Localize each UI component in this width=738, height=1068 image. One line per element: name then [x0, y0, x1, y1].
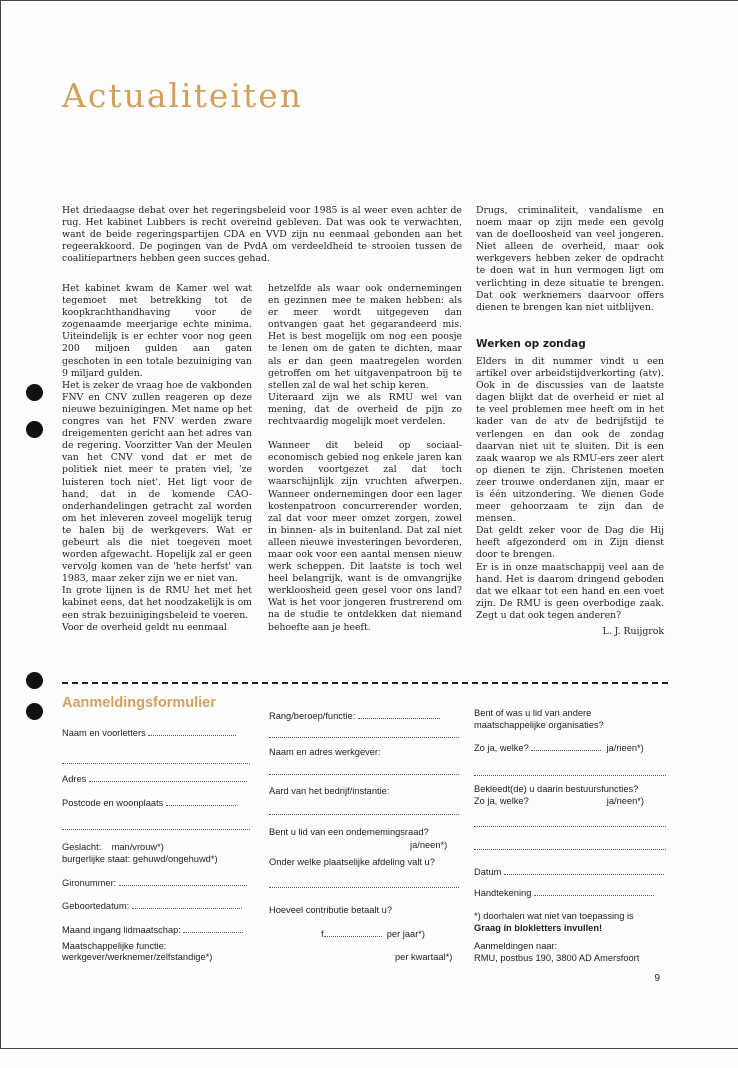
field-label: Geboortedatum:: [62, 901, 130, 911]
punch-hole: [26, 672, 43, 689]
field-options: per jaar*): [386, 929, 426, 939]
field-other-orgs-label: Bent of was u lid van andere: [474, 708, 592, 718]
field-label: Handtekening: [474, 888, 532, 898]
field-postcode[interactable]: [62, 797, 236, 808]
paragraph: Het kabinet kwam de Kamer wel wat tegemoet met betrekking tot de koopkrachthandhaving voor de zogenaamde meerjarige echte minima. Uiteindelijk is er echter voor nog geen 200 miljoen gulden aan gaten geschoten in een totale bezuiniging van 9 miljard gulden.: [62, 283, 252, 379]
paragraph: Wanneer dit beleid op sociaal-economisch gebied nog enkele jaren kan worden voortgezet zal dat toch waarschijnlijk zijn vruchten afwerpen. Wanneer ondernemingen door een lager kostenpatroon concurrerender worden, zal dat voor meer omzet zorgen, zowel in binnen- als in buitenland. Dat zal niet alleen nieuwe investeringen bevorderen, maar ook voor een aantal mensen nieuw werk scheppen. Dit laatste is toch wel heel belangrijk, want is de omvangrijke werkloosheid geen gesel voor ons land? Wat is het voor jongeren frustrerend om na de studie te ontdekken dat niemand behoefte aan je heeft.: [268, 440, 462, 633]
fill-line[interactable]: [474, 826, 666, 827]
field-company-type[interactable]: Aard van het bedrijf/instantie:: [269, 786, 390, 796]
field-label: Gironummer:: [62, 878, 117, 888]
paragraph: Elders in dit nummer vindt u een artikel over arbeidstijdverkorting (atv). Ook in de discussies van de laatste dagen blijkt dat de overheid er niet al te veel problemen mee heeft om in het kader van de atv de bedrijfstijd te verlengen en dan ook de zondag daarvan niet uit te sluiten. Dit is een zaak waarop we als RMU-ers zeer alert op dienen te zijn. Christenen moeten zeer trouwe onderdanen zijn, maar er is één uitzondering. We dienen Gode meer gehoorzaam te zijn dan de mensen.: [476, 355, 664, 525]
field-label: Maand ingang lidmaatschap:: [62, 925, 181, 935]
fill-line: [183, 924, 243, 933]
field-function-label: Maatschappelijke functie:: [62, 941, 167, 951]
field-contribution-year[interactable]: [321, 928, 425, 939]
field-giro[interactable]: [62, 877, 247, 888]
field-other-orgs-label-2: maatschappelijke organisaties?: [474, 720, 604, 730]
article-column-1: [62, 283, 252, 634]
field-label: Datum: [474, 867, 502, 877]
article-column-2: [268, 283, 462, 634]
paragraph: Voor de overheid geldt nu eenmaal: [62, 621, 227, 633]
paragraph: Drugs, criminaliteit, vandalisme en noem maar op zijn mede een gevolg van de doelloosheid van veel jongeren. Niet alleen de overheid, maar ook werkgevers hebben zeker de opdracht te doen wat in hun vermogen ligt om verlichting in deze situatie te brengen. Dat ook werknemers daarvoor offers dienen te brengen kan niet uitblijven.: [476, 205, 664, 313]
field-employer[interactable]: Naam en adres werkgever:: [269, 747, 381, 757]
field-name[interactable]: [62, 727, 236, 738]
fill-line: [534, 887, 654, 896]
field-department[interactable]: Onder welke plaatselijke afdeling valt u?: [269, 857, 435, 867]
field-works-council[interactable]: Bent u lid van een ondernemingsraad?: [269, 827, 429, 837]
intro-paragraph: Het driedaagse debat over het regeringsbeleid voor 1985 is al weer even achter de rug. Het kabinet Lubbers is recht overeind gebleven. Dat was ook te verwachten, want de beide regeringspartijen CDA en VVD zijn nu eenmaal gebonden aan het regeerakkoord. De pogingen van de PvdA om verdeeldheid te strooien tussen de coalitiepartners hebben geen succes gehad.: [62, 205, 462, 265]
block-letters-notice: Graag in blokletters invullen!: [474, 923, 603, 933]
paragraph: In grote lijnen is de RMU het met het kabinet eens, dat het noodzakelijk is om een strak bezuinigingsbeleid te voeren.: [62, 585, 252, 621]
field-label: Zo ja, welke?: [474, 796, 529, 806]
field-board[interactable]: [474, 796, 644, 806]
field-other-orgs[interactable]: [474, 742, 644, 753]
field-label: Adres: [62, 774, 87, 784]
fill-line[interactable]: [474, 849, 666, 850]
fill-line[interactable]: [474, 775, 666, 776]
field-works-council-options[interactable]: ja/neen*): [410, 840, 448, 850]
fill-line[interactable]: [269, 774, 459, 775]
page-title: Actualiteiten: [62, 76, 303, 115]
form-title: Aanmeldingsformulier: [62, 695, 216, 711]
paragraph: Het is zeker de vraag hoe de vakbonden FNV en CNV zullen reageren op deze nieuwe bezuinigingen. Met name op het congres van het FNV werden zware dreigementen gericht aan het adres van de regering. Voorzitter Van der Meulen van het CNV vond dat er met de politiek niet meer te praten viel, 'ze luisteren toch niet'. Het ligt voor de hand, dat in de komende CAO-onderhandelingen getracht zal worden om het inleveren zoveel mogelijk terug te halen bij de werkgevers. Wat er gebeurt als die niet toegeven moet worden afgewacht. Hopelijk zal er geen vervolg komen van de 'hete herfst' van 1983, maar zeker zijn we er niet van.: [62, 379, 252, 585]
field-marital-status[interactable]: burgerlijke staat: gehuwd/ongehuwd*): [62, 854, 218, 864]
fill-line: [324, 928, 382, 937]
field-function-options[interactable]: werkgever/werknemer/zelfstandige*): [62, 952, 213, 962]
paragraph: hetzelfde als waar ook ondernemingen en gezinnen mee te maken hebben: als er meer wordt uitgegeven dan ontvangen gaat het gegarandeerd mis. Het is best mogelijk om nog een poosje te lenen om de gaten te dichten, maar als er dan geen maatregelen worden getroffen om het uitgavenpatroon bij te stellen zal de wal het schip keren.: [268, 283, 462, 391]
field-label: Naam en voorletters: [62, 728, 146, 738]
paragraph: Uiteraard zijn we als RMU wel van mening, dat de overheid de pijn zo rechtvaardig mogelijk moet verdelen.: [268, 391, 462, 428]
fill-line: [504, 866, 664, 875]
field-board-label: Bekleedt(de) u daarin bestuursfuncties?: [474, 784, 639, 794]
fill-line: [531, 742, 601, 751]
section-heading: Werken op zondag: [476, 337, 586, 350]
field-options: ja/neen*): [606, 796, 644, 806]
fill-line[interactable]: [269, 887, 459, 888]
field-rank[interactable]: [269, 710, 440, 721]
fill-line: [166, 797, 236, 806]
fill-line: [358, 710, 440, 719]
send-to-label: Aanmeldingen naar:: [474, 941, 558, 951]
page-border-bottom: [0, 1048, 738, 1049]
paragraph: Er is in onze maatschappij veel aan de hand. Het is daarom dringend geboden dat we elkaar tot een hand en een voet zijn. De RMU is geen overbodige zaak. Zegt u dat ook tegen anderen?: [476, 561, 664, 621]
field-membership-start[interactable]: [62, 924, 243, 935]
field-contribution: Hoeveel contributie betaalt u?: [269, 905, 393, 915]
field-options: ja/neen*): [606, 743, 644, 753]
field-label: Zo ja, welke?: [474, 743, 529, 753]
field-date[interactable]: [474, 866, 664, 877]
article-column-3: [476, 205, 664, 638]
field-label: Rang/beroep/functie:: [269, 711, 356, 721]
fill-line: [89, 773, 247, 782]
field-address[interactable]: [62, 773, 247, 784]
fill-line: [132, 900, 242, 909]
paragraph: Dat geldt zeker voor de Dag die Hij heeft afgezonderd om in Zijn dienst door te brengen.: [476, 525, 664, 561]
fill-line[interactable]: [269, 814, 459, 815]
fill-line[interactable]: [269, 737, 459, 738]
field-label: Geslacht:: [62, 842, 102, 852]
punch-hole: [26, 384, 43, 401]
fill-line[interactable]: [62, 763, 250, 764]
footnote: *) doorhalen wat niet van toepassing is: [474, 911, 634, 921]
page-border-left: [0, 0, 1, 1048]
fill-line: [148, 727, 236, 736]
punch-hole: [26, 421, 43, 438]
send-to-address: RMU, postbus 190, 3800 AD Amersfoort: [474, 953, 640, 963]
fill-line: [119, 877, 247, 886]
field-gender[interactable]: [62, 842, 164, 852]
fill-line[interactable]: [62, 829, 250, 830]
page-border-top: [0, 0, 738, 1]
cut-line: [62, 682, 668, 684]
field-birthdate[interactable]: [62, 900, 242, 911]
page-number: 9: [654, 973, 660, 984]
field-options: man/vrouw*): [111, 842, 164, 852]
field-signature[interactable]: [474, 887, 654, 898]
currency-symbol: f: [321, 929, 324, 939]
punch-hole: [26, 703, 43, 720]
author-signature: L. J. Ruijgrok: [602, 626, 664, 637]
field-label: Postcode en woonplaats: [62, 798, 164, 808]
field-contribution-quarter[interactable]: per kwartaal*): [395, 952, 453, 962]
